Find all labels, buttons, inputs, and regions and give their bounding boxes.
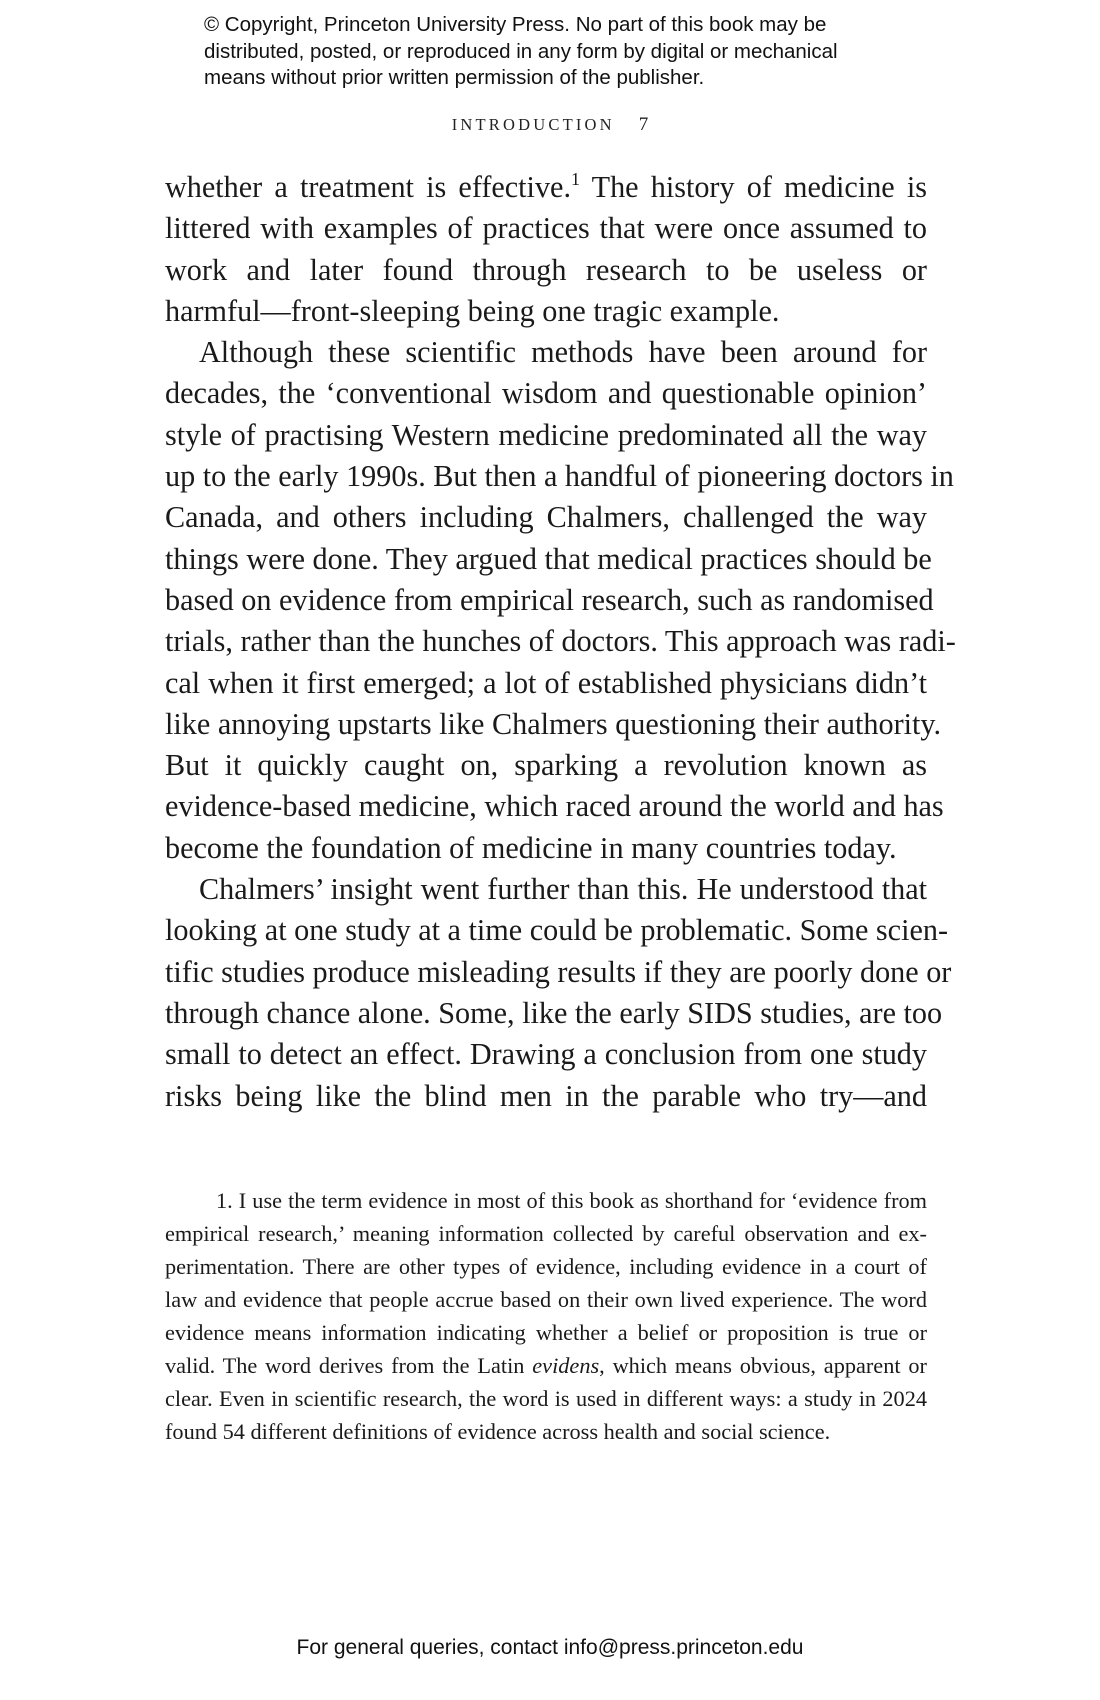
- body-line: work and later found through research to be useless or: [165, 252, 927, 287]
- copyright-notice: [204, 12, 924, 92]
- footnote-line: empirical research,’ meaning information collected by careful observation and ex-: [165, 1221, 927, 1246]
- body-line: based on evidence from empirical research, such as randomised: [165, 582, 934, 617]
- body-line: [165, 167, 927, 208]
- body-line: cal when it first emerged; a lot of established physicians didn’t: [165, 665, 927, 700]
- footnote-line: [165, 1349, 927, 1382]
- section-title: INTRODUCTION: [451, 115, 615, 134]
- footer-contact: For general queries, contact info@press.princeton.edu: [296, 1636, 804, 1659]
- body-line: small to detect an effect. Drawing a conclusion from one study: [165, 1037, 927, 1072]
- body-line: become the foundation of medicine in many countries today.: [165, 830, 897, 865]
- footnote-italic-term: evidens: [532, 1353, 600, 1378]
- body-line: style of practising Western medicine predominated all the way: [165, 417, 927, 452]
- copyright-line: distributed, posted, or reproduced in any form by digital or mechanical: [204, 39, 838, 63]
- footnote-line: clear. Even in scientific research, the word is used in different ways: a study in 2024: [165, 1386, 927, 1411]
- footnote-ref[interactable]: 1: [571, 169, 580, 189]
- footnote-line: found 54 different definitions of evidence across health and social science.: [165, 1419, 831, 1444]
- page-number: 7: [638, 114, 649, 135]
- copyright-line: means without prior written permission of the publisher.: [204, 66, 705, 89]
- footnote-line: perimentation. There are other types of evidence, including evidence in a court of: [165, 1254, 927, 1279]
- body-line: Chalmers’ insight went further than this. He understood that: [199, 872, 927, 907]
- body-line: littered with examples of practices that were once assumed to: [165, 211, 927, 246]
- footnote-text: , which means obvious, apparent or: [599, 1353, 927, 1378]
- body-line-text: whether a treatment is effective.: [165, 170, 571, 204]
- footnote-line: evidence means information indicating whether a belief or proposition is true or: [165, 1320, 927, 1345]
- body-line: through chance alone. Some, like the early SIDS studies, are too: [165, 995, 943, 1030]
- running-head: [0, 114, 1100, 136]
- copyright-line: © Copyright, Princeton University Press. No part of this book may be: [204, 13, 827, 36]
- body-line: evidence-based medicine, which raced around the world and has: [165, 789, 944, 824]
- body-line: Canada, and others including Chalmers, challenged the way: [165, 500, 927, 535]
- footnote-line: law and evidence that people accrue based on their own lived experience. The word: [165, 1287, 927, 1312]
- body-line: risks being like the blind men in the parable who try—and: [165, 1078, 927, 1113]
- body-line: things were done. They argued that medical practices should be: [165, 541, 932, 576]
- body-line: looking at one study at a time could be problematic. Some scien-: [165, 913, 949, 948]
- footnote-text: valid. The word derives from the Latin: [165, 1353, 533, 1378]
- body-line: trials, rather than the hunches of doctors. This approach was radi-: [165, 624, 956, 659]
- body-line: harmful—front-sleeping being one tragic example.: [165, 293, 780, 328]
- body-line: up to the early 1990s. But then a handful of pioneering doctors in: [165, 459, 954, 494]
- body-text: [165, 167, 956, 1117]
- body-line: tific studies produce misleading results if they are poorly done or: [165, 954, 952, 989]
- body-line: like annoying upstarts like Chalmers questioning their authority.: [165, 706, 942, 741]
- body-line: decades, the ‘conventional wisdom and questionable opinion’: [165, 376, 927, 411]
- footnote-line: 1. I use the term evidence in most of this book as shorthand for ‘evidence from: [216, 1188, 927, 1213]
- body-line-text: The history of medicine is: [580, 170, 928, 204]
- body-line: Although these scientific methods have been around for: [199, 335, 927, 370]
- body-line: But it quickly caught on, sparking a revolution known as: [165, 748, 927, 783]
- footnote: [165, 1184, 927, 1448]
